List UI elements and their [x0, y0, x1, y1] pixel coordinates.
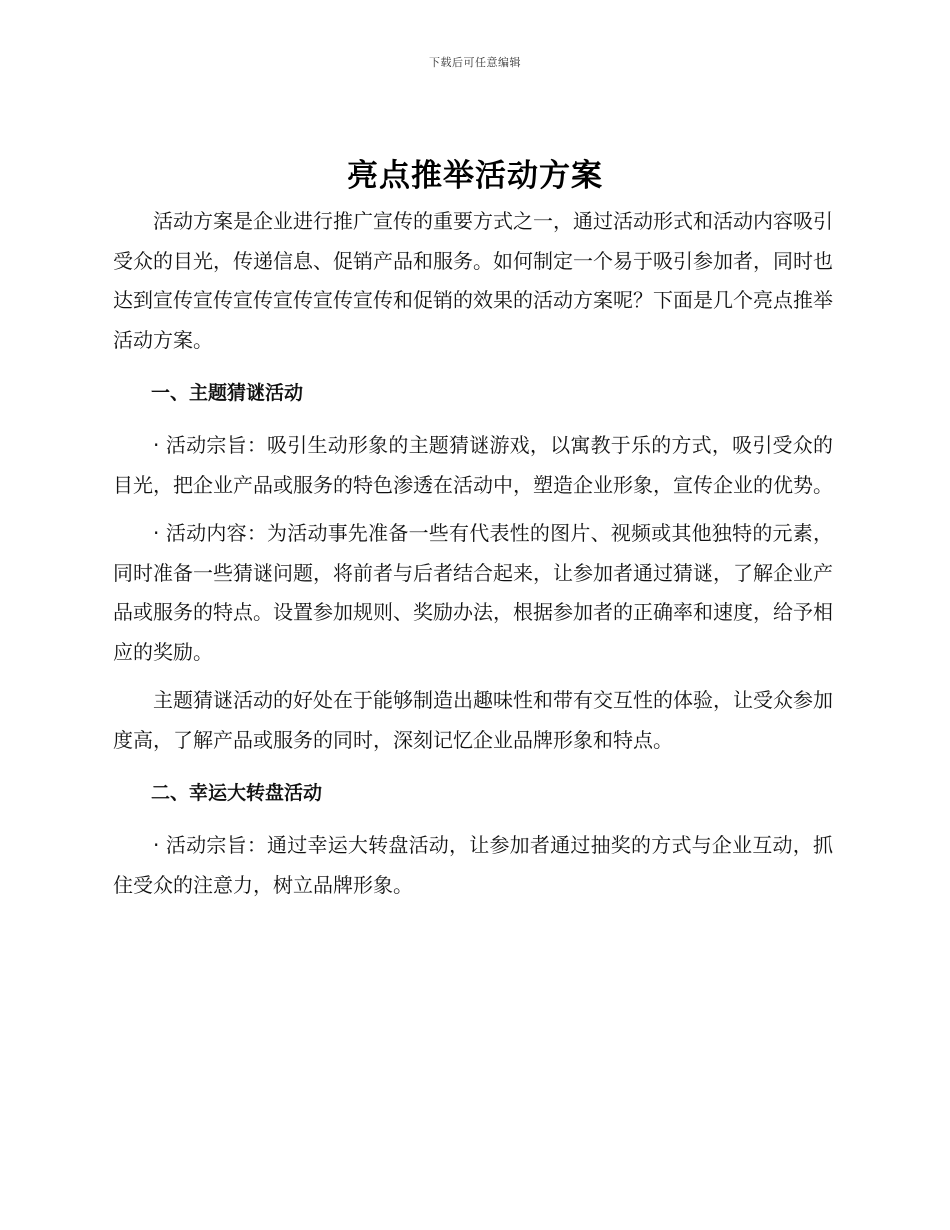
section1-heading: 一、主题猜谜活动 [151, 382, 304, 404]
document-title: 亮点推举活动方案 [347, 158, 603, 194]
section2-heading: 二、幸运大转盘活动 [151, 782, 323, 804]
section1-summary-paragraph: 主题猜谜活动的好处在于能够制造出趣味性和带有交互性的体验，让受众参加度高，了解产品或服务的同时，深刻记忆企业品牌形象和特点。 [113, 688, 833, 752]
section2-purpose-paragraph: · 活动宗旨：通过幸运大转盘活动，让参加者通过抽奖的方式与企业互动，抓住受众的注意力，树立品牌形象。 [113, 833, 833, 897]
document-body [113, 202, 833, 905]
header-note: 下载后可任意编辑 [429, 56, 521, 69]
section1-purpose-paragraph: · 活动宗旨：吸引生动形象的主题猜谜游戏，以寓教于乐的方式，吸引受众的目光，把企业产品或服务的特色渗透在活动中，塑造企业形象，宣传企业的优势。 [113, 433, 833, 497]
section1-content-paragraph: · 活动内容：为活动事先准备一些有代表性的图片、视频或其他独特的元素，同时准备一些猜谜问题，将前者与后者结合起来，让参加者通过猜谜，了解企业产品或服务的特点。设置参加规则、奖励办法，根据参加者的正确率和速度，给予相应的奖励。 [113, 521, 833, 664]
intro-paragraph: 活动方案是企业进行推广宣传的重要方式之一，通过活动形式和活动内容吸引受众的目光，传递信息、促销产品和服务。如何制定一个易于吸引参加者，同时也达到宣传宣传宣传宣传宣传宣传和促销的效果的活动方案呢？下面是几个亮点推举活动方案。 [113, 209, 833, 352]
